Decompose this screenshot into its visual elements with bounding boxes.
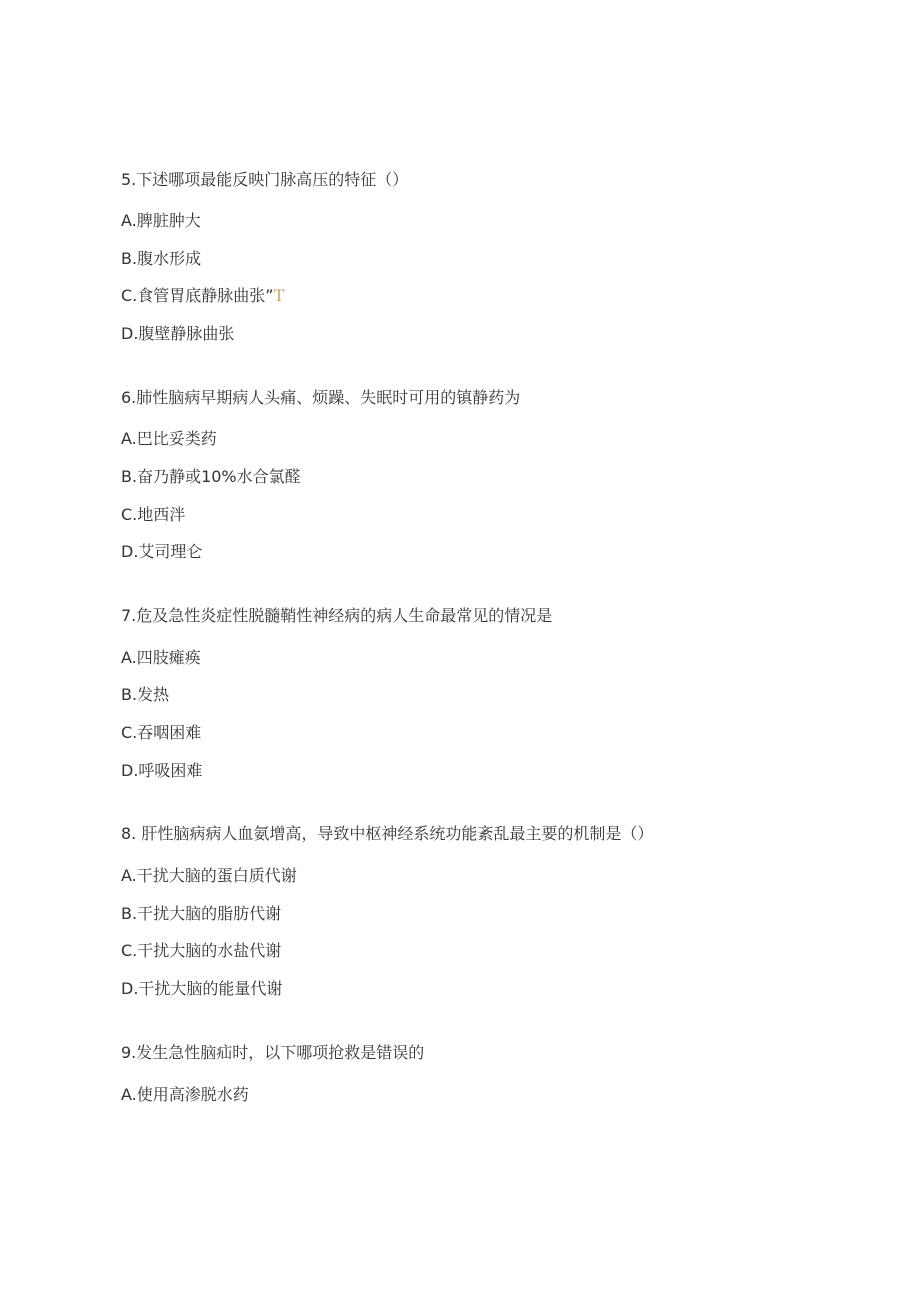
question-7-stem: 7.危及急性炎症性脱髓鞘性神经病的病人生命最常见的情况是 (121, 606, 553, 625)
question-6-option-c: C.地西泮 (121, 505, 186, 524)
question-5-option-c-text: C.食管胃底静脉曲张” (121, 286, 274, 305)
question-8-stem: 8. 肝性脑病病人血氨增高，导致中枢神经系统功能紊乱最主要的机制是（） (121, 824, 654, 843)
question-6-option-d: D.艾司理仑 (121, 542, 203, 561)
question-6-option-a: A.巴比妥类药 (121, 429, 217, 448)
question-6-option-b: B.奋乃静或10%水合氯醛 (121, 467, 301, 486)
question-5-stem: 5.下述哪项最能反映门脉高压的特征（） (121, 170, 409, 189)
question-5-option-b: B.腹水形成 (121, 249, 202, 268)
question-8-option-d: D.干扰大脑的能量代谢 (121, 979, 283, 998)
question-9-stem: 9.发生急性脑疝时，以下哪项抢救是错误的 (121, 1043, 425, 1062)
question-8-option-c: C.干扰大脑的水盐代谢 (121, 941, 282, 960)
question-7-option-d: D.呼吸困难 (121, 761, 203, 780)
question-5-option-d: D.腹壁静脉曲张 (121, 324, 235, 343)
question-5-answer-mark: T (273, 286, 285, 305)
question-7-option-a: A.四肢瘫痪 (121, 648, 201, 667)
question-9-option-a: A.使用高渗脱水药 (121, 1085, 249, 1104)
question-5-option-c (121, 286, 284, 306)
question-8-option-b: B.干扰大脑的脂肪代谢 (121, 904, 282, 923)
question-8-option-a: A.干扰大脑的蛋白质代谢 (121, 866, 297, 885)
question-5-option-a: A.脾脏肿大 (121, 211, 201, 230)
question-6-stem: 6.肺性脑病早期病人头痛、烦躁、失眠时可用的镇静药为 (121, 388, 521, 407)
question-7-option-b: B.发热 (121, 685, 170, 704)
question-7-option-c: C.吞咽困难 (121, 723, 202, 742)
